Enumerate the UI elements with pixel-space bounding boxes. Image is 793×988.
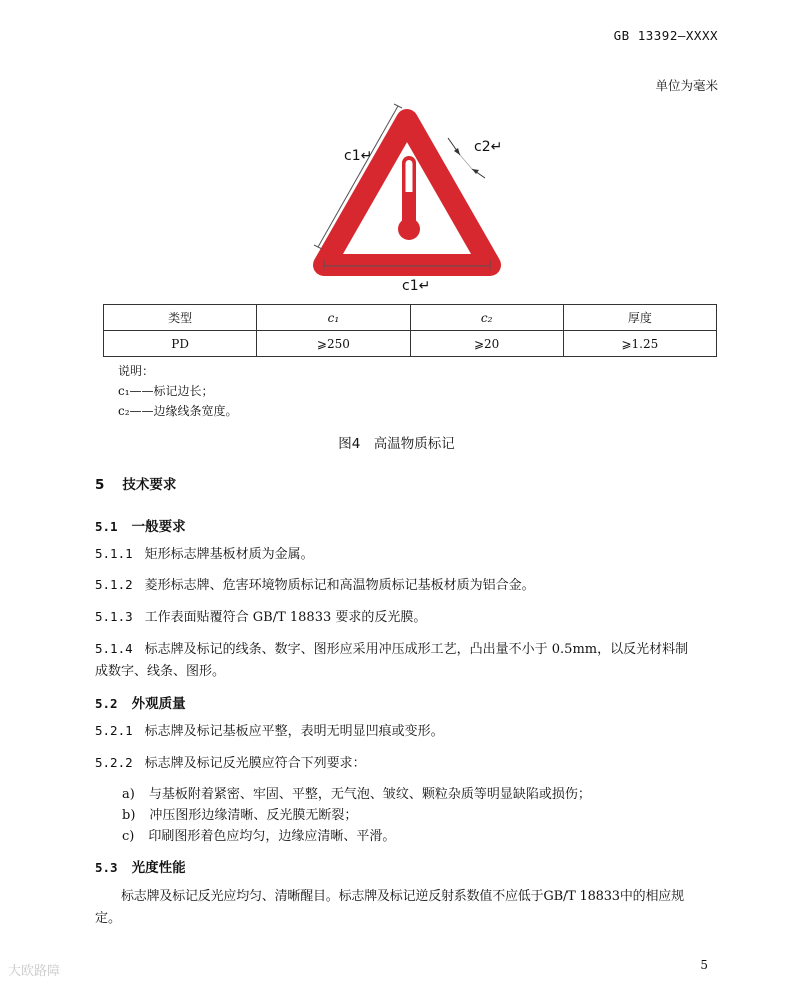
section-heading [95, 473, 176, 493]
figure-caption: 图4 高温物质标记 [338, 436, 455, 452]
high-temp-mark-figure [300, 98, 530, 298]
clause-text: 菱形标志牌、危害环境物质标记和高温物质标记基板材质为铝合金。 [144, 578, 535, 593]
list-marker: a) [122, 787, 135, 802]
clause-text: 矩形标志牌基板材质为金属。 [144, 547, 314, 562]
table-cell: ⩾1.25 [563, 331, 716, 357]
dimension-label-c1-left: c1↵ [344, 148, 373, 164]
clause-text: 标志牌及标记的线条、数字、图形应采用冲压成形工艺，凸出量不小于 0.5mm，以反光材料制 [144, 642, 689, 657]
clause-number: 5.1.2 [95, 577, 133, 592]
watermark: 大欧路障 [8, 964, 61, 979]
section-title: 技术要求 [122, 477, 177, 493]
paragraph-line: 定。 [95, 911, 122, 926]
list-marker: b) [122, 808, 136, 823]
table-header-row [104, 305, 717, 331]
page-number: 5 [700, 958, 708, 972]
list-marker: c) [122, 829, 135, 844]
list-text: 与基板附着紧密、牢固、平整，无气泡、皱纹、颗粒杂质等明显缺陷或损伤； [148, 787, 591, 802]
table-row [104, 331, 717, 357]
table-header-cell: c₂ [410, 305, 563, 331]
subsection-title: 光度性能 [131, 860, 186, 876]
clause [95, 543, 314, 566]
clause-text-continued: 成数字、线条、图形。 [95, 664, 226, 679]
list-item [122, 784, 591, 806]
paragraph [95, 886, 725, 930]
clause [95, 638, 725, 683]
clause [95, 606, 426, 629]
section-number: 5 [95, 477, 105, 493]
list-item [122, 805, 357, 827]
subsection-title: 一般要求 [131, 519, 186, 535]
note-item: c₁——标记边长； [118, 384, 214, 398]
clause-text: 标志牌及标记基板应平整，表明无明显凹痕或变形。 [144, 724, 444, 739]
spec-table [103, 304, 717, 357]
clause-number: 5.2.1 [95, 723, 133, 738]
list-item [122, 826, 395, 848]
clause-number: 5.1.1 [95, 546, 133, 561]
subsection-heading [95, 515, 186, 535]
list-text: 冲压图形边缘清晰、反光膜无断裂； [149, 808, 358, 823]
standard-number: GB 13392—XXXX [613, 28, 718, 43]
subsection-heading [95, 856, 186, 876]
clause-text: 工作表面贴覆符合 GB/T 18833 要求的反光膜。 [144, 610, 427, 625]
table-header-cell: c₁ [257, 305, 410, 331]
clause-text: 标志牌及标记反光膜应符合下列要求： [144, 756, 366, 771]
subsection-title: 外观质量 [131, 696, 186, 712]
paragraph-line: 标志牌及标记反光应均匀、清晰醒目。标志牌及标记逆反射系数值不应低于GB/T 18833中的相应规 [121, 889, 684, 904]
subsection-heading [95, 692, 186, 712]
subsection-number: 5.3 [95, 860, 118, 875]
clause [95, 720, 444, 743]
dimension-label-c1-bottom: c1↵ [402, 278, 431, 294]
table-cell: PD [104, 331, 257, 357]
table-header-cell: 厚度 [563, 305, 716, 331]
clause [95, 752, 366, 775]
list-text: 印刷图形着色应均匀，边缘应清晰、平滑。 [148, 829, 396, 844]
table-cell: ⩾20 [410, 331, 563, 357]
note-item: c₂——边缘线条宽度。 [118, 404, 238, 418]
subsection-number: 5.2 [95, 696, 118, 711]
table-cell: ⩾250 [257, 331, 410, 357]
clause-number: 5.1.4 [95, 641, 133, 656]
thermometer-icon [398, 156, 420, 240]
subsection-number: 5.1 [95, 519, 118, 534]
table-header-cell: 类型 [104, 305, 257, 331]
dimension-label-c2: c2↵ [474, 139, 503, 155]
clause-number: 5.2.2 [95, 755, 133, 770]
clause [95, 574, 535, 597]
clause-number: 5.1.3 [95, 609, 133, 624]
unit-note: 单位为毫米 [655, 78, 718, 93]
notes-title: 说明： [118, 364, 155, 378]
